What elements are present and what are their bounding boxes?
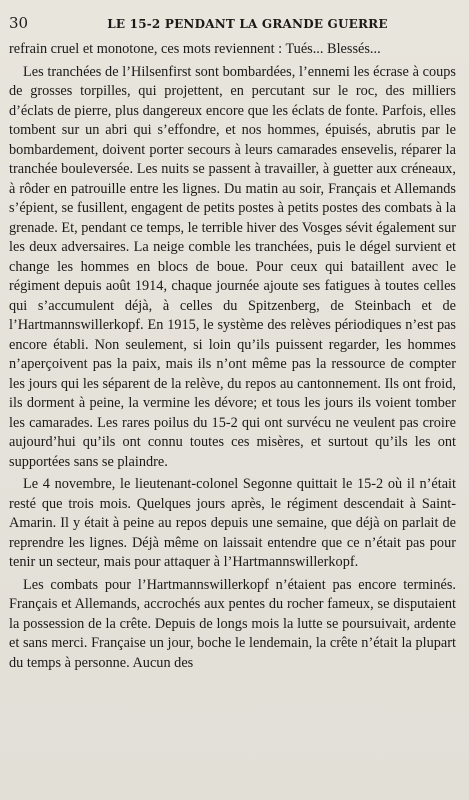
body-text: [9, 40, 456, 673]
page-header: [9, 14, 456, 36]
paragraph-combats: Les combats pour l’Hartmannswillerkopf n’étaient pas encore terminés. Français et Allemands, accrochés aux pentes du rocher fameux, se disputaient la possession de la crête. Depuis de longs mois la lutte se poursuivait, ardente et sans merci. Française un jour, boche le lendemain, la crête n’était la plupart du temps à personne. Aucun des: [9, 576, 456, 671]
paragraph-hilsenfirst: Les tranchées de l’Hilsenfirst sont bombardées, l’ennemi les écrase à coups de grosses torpilles, qui projettent, en percutant sur le roc, des milliers d’éclats de pierre, plus dangereux encore que les éclats de fonte. Parfois, elles tombent sur un abri qui s’effondre, et nos hommes, épuisés, abrutis par le bombardement, doivent porter secours à leurs camarades ensevelis, réparer la tranchée bouleversée. Les nuits se passent à travailler, à guetter aux créneaux, à rôder en patrouille entre les lignes. Du matin au soir, Français et Allemands s’épient, se fusillent, engagent de petits postes à petits postes des combats à la grenade. Et, pendant ce temps, le terrible hiver des Vosges sévit également sur les deux adversaires. La neige comble les tranchées, puis le dégel survient et change les hommes en blocs de boue. Pour ceux qui bataillent avec le régiment depuis août 1914, chaque journée ajoute ses fatigues à toutes celles qui s’accumulent déjà, à celles du Spitzenberg, de Steinbach et de l’Hartmannswillerkopf. En 1915, le système des relèves périodiques n’est pas encore établi. Non seulement, si loin qu’ils puissent regarder, les hommes n’aperçoivent pas la paix, mais ils n’ont même pas la ressource de compter les jours qui les séparent de la relève, du repos au cantonnement. Ils ont froid, ils dorment à peine, la vermine les dévore; et tous les jours ils voient tomber les camarades. Les rares poilus du 15-2 qui ont survécu ne veulent pas croire aujourd’hui qu’ils ont connu toutes ces misères, et surtout qu’ils les ont supportées sans se plaindre.: [9, 63, 456, 470]
running-title: LE 15-2 PENDANT LA GRANDE GUERRE: [107, 17, 388, 31]
paragraph-novembre: Le 4 novembre, le lieutenant-colonel Segonne quittait le 15-2 où il n’était resté que trois mois. Quelques jours après, le régiment descendait à Saint-Amarin. Il y était à peine au repos depuis une semaine, que déjà on parlait de reprendre les lignes. Déjà même on laissait entendre que ce n’était pas pour tenir un secteur, mais pour attaquer à l’Hartmannswillerkopf.: [9, 476, 456, 570]
paragraph-continuation: refrain cruel et monotone, ces mots reviennent : Tués... Blessés...: [9, 41, 381, 57]
page-number: 30: [9, 14, 29, 32]
